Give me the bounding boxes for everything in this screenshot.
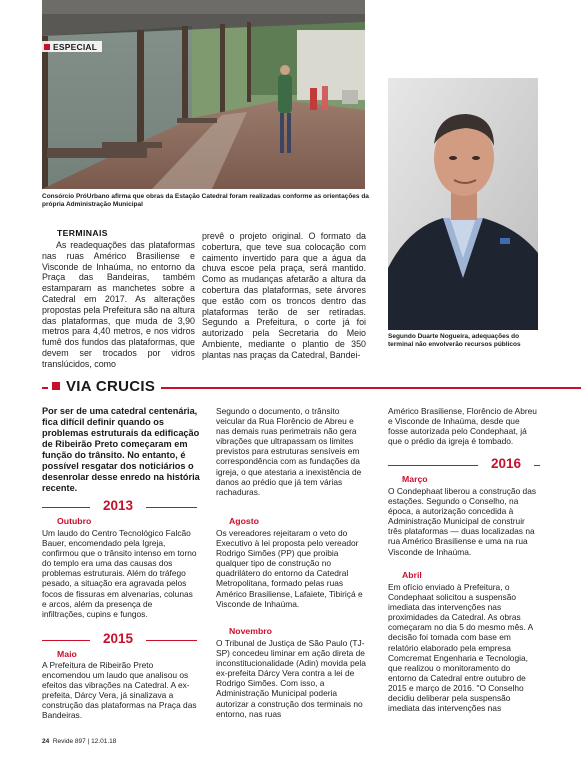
portrait-caption: Segundo Duarte Nogueira, adequações do terminal não envolverão recursos públicos bbox=[388, 333, 521, 348]
abril-text: Em ofício enviado à Prefeitura, o Condephaat solicitou a suspensão imediata das intervenções nas proximidades da Catedral. As obras começaram no dia 5 do mesmo mês. A decisão foi tomada com base em relatório elaborado pela empresa Comcremat Engenharia e Tecnologia, que realizou o monitoramento do entorno da Catedral entre outubro de 2015 e março de 2016. "O Conselho decidiu deliberar pela suspensão imediata das intervenções nas bbox=[388, 582, 533, 714]
month-novembro: Novembro bbox=[229, 626, 272, 636]
outubro-text: Um laudo do Centro Tecnológico Falcão Bauer, encomendado pela Igreja, confirmou que o trânsito intenso em torno do templo era uma das causas dos problemas estruturais. Além do tráfego pesado, a situação era agravada pelos focos de fissuras em alvenarias, colunas e arcos, além da presença de infiltrações, cupins e fungos. bbox=[42, 528, 197, 619]
novembro-text: O Tribunal de Justiça de São Paulo (TJ-SP) concedeu liminar em ação direta de inconstitucionalidade (Adin) movida pela ex-prefeita Dárcy Vera contra a lei de Rodrigo Simões. Com isso, a Administração Municipal poderia autorizar a construção dos terminais no entorno, nas ruas bbox=[216, 638, 366, 719]
section-badge bbox=[42, 41, 102, 52]
station-photo-caption: Consórcio PróUrbano afirma que obras da Estação Catedral foram realizadas conforme as orientações da própria Administração Municipal bbox=[42, 193, 369, 208]
terminais-column-2: prevê o projeto original. O formato da cobertura, que teve sua colocação com caimento invertido para que a água da chuva escoe pela praça, será mantido. Como as mudanças afetarão a altura da cobertura das plataformas, sete árvores que estão com os troncos dentro das plataformas terão de ser retiradas. Segundo a Prefeitura, o corte já foi autorizado pela Secretaria do Meio Ambiente, mediante o plantio de 350 plantas nas praças da Catedral, Bandei- bbox=[202, 231, 366, 360]
marco-text: O Condephaat liberou a construção das estações. Segundo o Conselho, na época, a autorização concedida à Administração Municipal de construir três plataformas — duas localizadas na rua Américo Brasiliense e uma na rua Visconde de Inhaúma. bbox=[388, 486, 537, 557]
portrait-illustration bbox=[388, 78, 538, 330]
via-crucis-title-text: VIA CRUCIS bbox=[66, 378, 156, 395]
issue-date: 12.01.18 bbox=[91, 738, 117, 745]
col3-intro-text: Américo Brasiliense, Florêncio de Abreu e Visconde de Inhaúma, desde que fosse autorizada pelo Condephaat, já que o prédio da igreja é tombado. bbox=[388, 406, 537, 447]
portrait-photo bbox=[388, 78, 538, 330]
month-outubro: Outubro bbox=[57, 516, 92, 526]
maio-text: A Prefeitura de Ribeirão Preto encomendou um laudo que analisou os efeitos das vibrações na Catedral. A ex-prefeita, Dárcy Vera, já sinalizava a construção das plataformas na Praça das Bandeiras. bbox=[42, 660, 197, 721]
magazine-name: Revide 897 bbox=[52, 738, 86, 745]
terminais-column-1: As readequações das plataformas nas ruas Américo Brasiliense e Visconde de Inhaúma, no entorno da Praça das Bandeiras, também estamparam as manchetes sobre a Catedral em 2017. As alterações propostas pela Prefeitura são na altura das plataformas, que muda de 3,90 metros para 4,40 metros, e nos vidros fumê dos fundos das plataformas, que devem ser trocados por vidros translúcidos, como bbox=[42, 240, 195, 369]
title-square-icon bbox=[52, 382, 60, 390]
badge-square-icon bbox=[44, 44, 50, 50]
via-crucis-intro: Por ser de uma catedral centenária, fica difícil definir quando os problemas estruturais da edificação de Ribeirão Preto começaram em função do trânsito. No entanto, é possível resgatar dos noticiários o desenrolar desse enredo na história recente. bbox=[42, 406, 200, 493]
section-badge-label: ESPECIAL bbox=[53, 41, 98, 52]
month-abril: Abril bbox=[402, 570, 422, 580]
month-marco: Março bbox=[402, 474, 428, 484]
year-2016: 2016 bbox=[478, 456, 534, 471]
page-number: 24 bbox=[42, 738, 50, 745]
page-footer: 24 Revide 897 | 12.01.18 bbox=[42, 738, 117, 745]
month-agosto: Agosto bbox=[229, 516, 259, 526]
station-photo bbox=[42, 0, 365, 189]
agosto-text: Os vereadores rejeitaram o veto do Executivo à lei proposta pelo vereador Rodrigo Simões (PP) que proibia qualquer tipo de construção no quadrilátero do entorno da Catedral Metropolitana, formado pelas ruas Américo Brasiliense, Lafaiete, Tibiriçá e Visconde de Inhaúma. bbox=[216, 528, 363, 609]
station-photo-illustration bbox=[42, 0, 365, 189]
month-maio: Maio bbox=[57, 649, 77, 659]
year-2013: 2013 bbox=[90, 498, 146, 513]
col2-intro-text: Segundo o documento, o trânsito veicular da Rua Florêncio de Abreu e nas demais ruas perimetrais não gera vibrações que ultrapassam os limites previstos para estruturas sensíveis em correspondência com as fundações da igreja, o que atestaria a inexistência de danos ao prédio que já tem várias rachaduras. bbox=[216, 406, 362, 497]
via-crucis-title bbox=[48, 378, 161, 395]
terminais-subhead: TERMINAIS bbox=[57, 228, 108, 238]
year-2015: 2015 bbox=[90, 631, 146, 646]
